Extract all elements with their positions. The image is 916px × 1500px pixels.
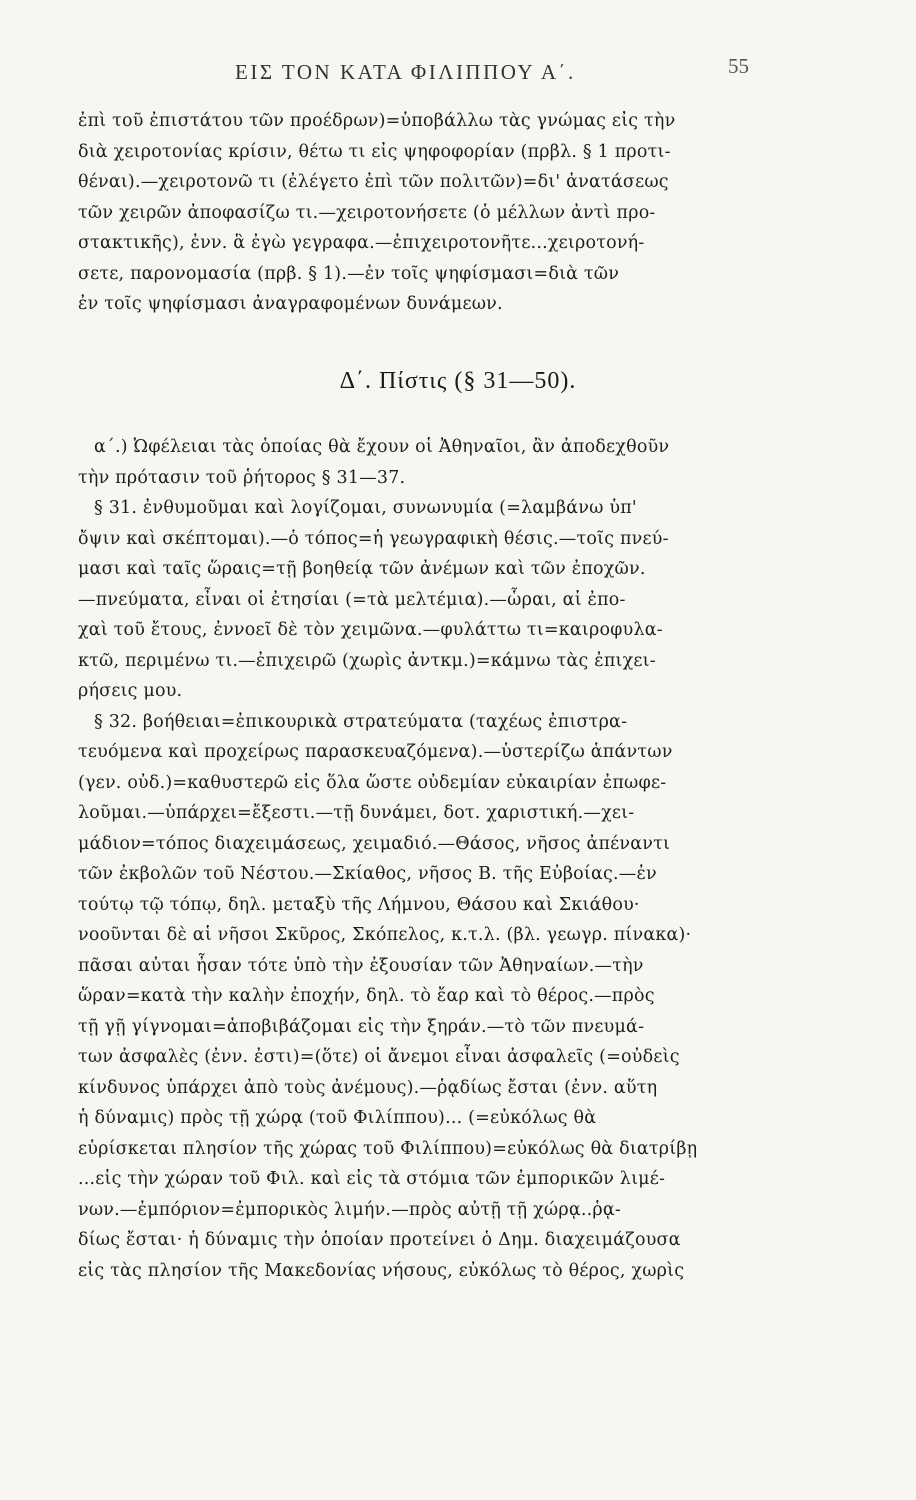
running-title: ΕΙΣ ΤΟΝ ΚΑΤΑ ΦΙΛΙΠΠΟΥ Α΄. bbox=[235, 60, 576, 84]
commentary-intro bbox=[78, 106, 808, 320]
text-line: τούτῳ τῷ τόπῳ, δηλ. μεταξὺ τῆς Λήμνου, Θάσου καὶ Σκιάθου· bbox=[78, 894, 640, 915]
text-line: § 32. βοήθειαι=ἐπικουρικὰ στρατεύματα (ταχέως ἐπιστρα- bbox=[94, 711, 628, 732]
text-line: εὑρίσκεται πλησίον τῆς χώρας τοῦ Φιλίππου)=εὐκόλως θὰ διατρίβῃ bbox=[78, 1138, 698, 1159]
text-line: κίνδυνος ὑπάρχει ἀπὸ τοὺς ἀνέμους).—ῥᾳδίως ἔσται (ἐνν. αὕτη bbox=[78, 1077, 658, 1098]
text-line: ἐν τοῖς ψηφίσμασι ἀναγραφομένων δυνάμεων. bbox=[78, 294, 503, 314]
text-line: ἡ δύναμις) πρὸς τῇ χώρᾳ (τοῦ Φιλίππου)... (=εὐκόλως θὰ bbox=[78, 1108, 597, 1128]
text-line: τευόμενα καὶ προχείρως παρασκευαζόμενα).—ὑστερίζω ἁπάντων bbox=[78, 742, 673, 762]
text-line: ...εἰς τὴν χώραν τοῦ Φιλ. καὶ εἰς τὰ στόμια τῶν ἐμπορικῶν λιμέ- bbox=[78, 1169, 666, 1189]
text-line: θέναι).—χειροτονῶ τι (ἐλέγετο ἐπὶ τῶν πολιτῶν)=δι' ἀνατάσεως bbox=[78, 172, 669, 192]
text-line: μάδιον=τόπος διαχειμάσεως, χειμαδιό.—Θάσος, νῆσος ἀπέναντι bbox=[78, 833, 671, 854]
text-line: —πνεύματα, εἶναι οἱ ἐτησίαι (=τὰ μελτέμια).—ὧραι, αἱ ἐπο- bbox=[78, 589, 626, 610]
text-line: ἐπὶ τοῦ ἐπιστάτου τῶν προέδρων)=ὑποβάλλω τὰς γνώμας εἰς τὴν bbox=[78, 111, 676, 131]
text-line: τῇ γῇ γίγνομαι=ἀποβιβάζομαι εἰς τὴν ξηράν.—τὸ τῶν πνευμά- bbox=[78, 1016, 645, 1037]
text-line: ὄψιν καὶ σκέπτομαι).—ὁ τόπος=ἡ γεωγραφικὴ θέσις.—τοῖς πνεύ- bbox=[78, 528, 669, 549]
text-line: α΄.) Ὠφέλειαι τὰς ὁποίας θὰ ἔχουν οἱ Ἀθηναῖοι, ἂν ἀποδεχθοῦν bbox=[94, 437, 670, 457]
text-line: ὥραν=κατὰ τὴν καλὴν ἐποχήν, δηλ. τὸ ἔαρ καὶ τὸ θέρος.—πρὸς bbox=[78, 986, 655, 1006]
text-line: § 31. ἐνθυμοῦμαι καὶ λογίζομαι, συνωνυμία (=λαμβάνω ὑπ' bbox=[94, 498, 637, 518]
text-line: χαὶ τοῦ ἔτους, ἐννοεῖ δὲ τὸν χειμῶνα.—φυλάττω τι=καιροφυλα- bbox=[78, 620, 663, 640]
commentary-body bbox=[78, 432, 808, 1286]
page-number: 55 bbox=[728, 54, 749, 78]
text-line: νων.—ἐμπόριον=ἐμπορικὸς λιμήν.—πρὸς αὐτῇ τῇ χώρᾳ..ῥᾳ- bbox=[78, 1199, 622, 1220]
text-line: τὴν πρότασιν τοῦ ῥήτορος § 31—37. bbox=[78, 467, 406, 488]
text-line: τῶν χειρῶν ἀποφασίζω τι.—χειροτονήσετε (ὁ μέλλων ἀντὶ προ- bbox=[78, 202, 656, 223]
text-line: ρήσεις μου. bbox=[78, 681, 183, 701]
text-line: λοῦμαι.—ὑπάρχει=ἔξεστι.—τῇ δυνάμει, δοτ. χαριστική.—χει- bbox=[78, 803, 635, 823]
text-line: στακτικῆς), ἐνν. ἃ ἐγὼ γεγραφα.—ἐπιχειροτονῆτε...χειροτονή- bbox=[78, 233, 645, 253]
text-line: τῶν ἐκβολῶν τοῦ Νέστου.—Σκίαθος, νῆσος Β. τῆς Εὐβοίας.—ἐν bbox=[78, 864, 657, 884]
text-line: νοοῦνται δὲ αἱ νῆσοι Σκῦρος, Σκόπελος, κ.τ.λ. (βλ. γεωγρ. πίνακα)· bbox=[78, 925, 692, 945]
text-line: κτῶ, περιμένω τι.—ἐπιχειρῶ (χωρὶς ἀντκμ.)=κάμνω τὰς ἐπιχει- bbox=[78, 650, 656, 671]
text-line: δίως ἔσται· ἡ δύναμις τὴν ὁποίαν προτείνει ὁ Δημ. διαχειμάζουσα bbox=[78, 1230, 681, 1250]
text-line: διὰ χειροτονίας κρίσιν, θέτω τι εἰς ψηφοφορίαν (πρβλ. § 1 προτι- bbox=[78, 141, 671, 162]
text-line: εἰς τὰς πλησίον τῆς Μακεδονίας νήσους, εὐκόλως τὸ θέρος, χωρὶς bbox=[78, 1260, 685, 1281]
text-line: των ἀσφαλὲς (ἐνν. ἐστι)=(ὅτε) οἱ ἄνεμοι εἶναι ἀσφαλεῖς (=οὐδεὶς bbox=[78, 1047, 680, 1067]
text-line: πᾶσαι αὐται ἦσαν τότε ὑπὸ τὴν ἐξουσίαν τῶν Ἀθηναίων.—τὴν bbox=[78, 955, 644, 976]
text-line: (γεν. οὐδ.)=καθυστερῶ εἰς ὅλα ὥστε οὐδεμίαν εὐκαιρίαν ἐπωφε- bbox=[78, 772, 667, 793]
page-header bbox=[0, 52, 916, 92]
text-line: μασι καὶ ταῖς ὥραις=τῇ βοηθείᾳ τῶν ἀνέμων καὶ τῶν ἐποχῶν. bbox=[78, 559, 646, 579]
text-line: σετε, παρονομασία (πρβ. § 1).—ἐν τοῖς ψηφίσμασι=διὰ τῶν bbox=[78, 263, 620, 284]
section-heading: Δ΄. Πίστις (§ 31—50). bbox=[339, 368, 577, 394]
